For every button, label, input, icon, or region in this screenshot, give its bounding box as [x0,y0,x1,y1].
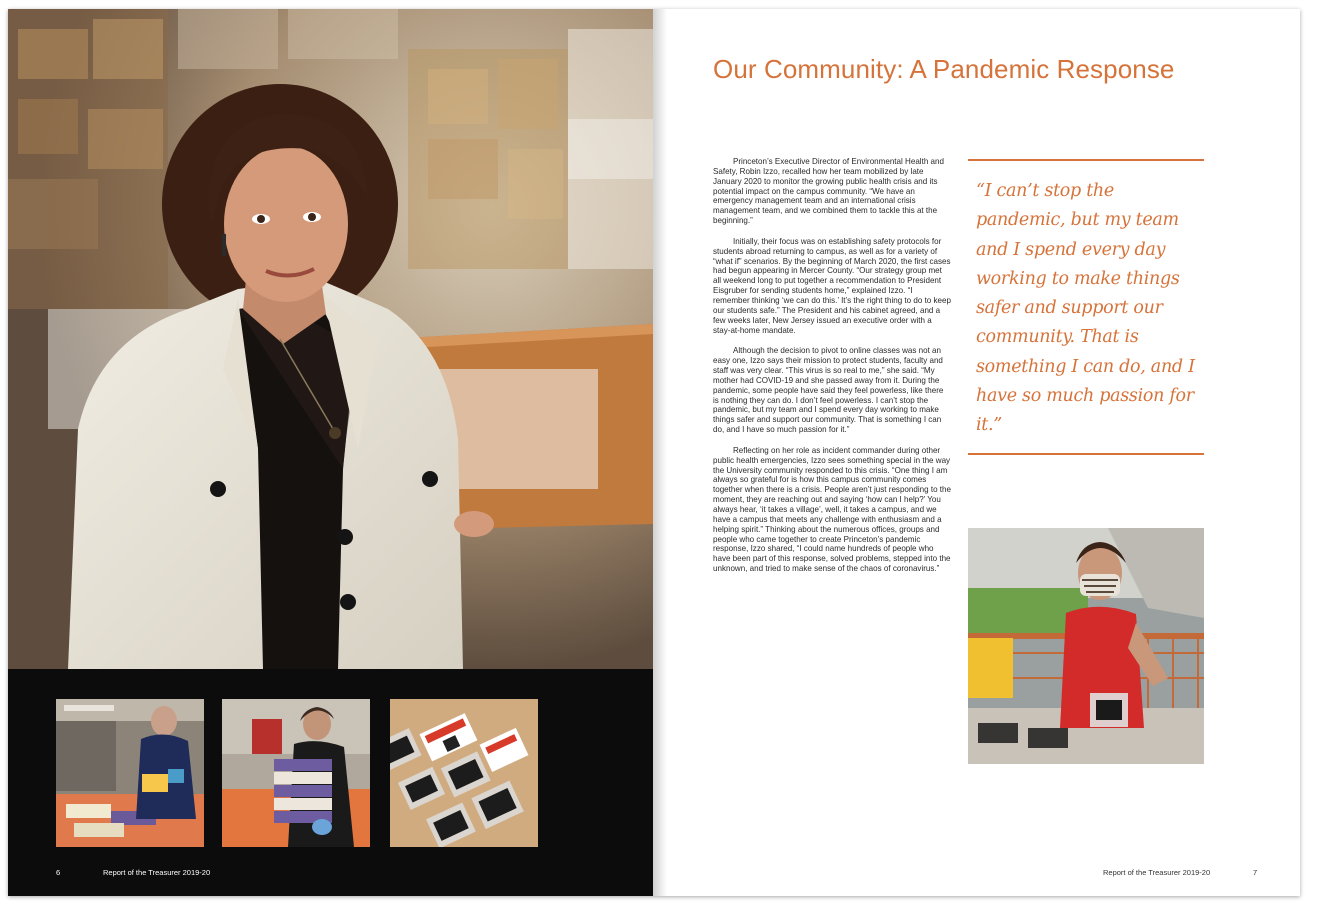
left-page-number: 6 [56,868,61,877]
right-page [653,9,1300,896]
article-paragraph: Initially, their focus was on establishing safety protocols for students abroad returning to campus, as well as for a variety of “what if” scenarios. By the beginning of March 2020, the first cases had begun appearing in Mercer County. “Our strategy group met all weekend long to put together a recommendation to President Eisgruber for sending students home,” explained Izzo. “I remember thinking ‘we can do this.’ It’s the right thing to do to keep our students safe.” The President and his cabinet agreed, and a few weeks later, New Jersey issued an executive order with a stay-at-home mandate. [713,236,951,335]
man-carrying-boxes-illustration [222,699,370,847]
pull-quote-top-rule [968,159,1204,161]
face-masks-packets-illustration [390,699,538,847]
article-paragraph: Princeton’s Executive Director of Environmental Health and Safety, Robin Izzo, recalled how her team mobilized by late January 2020 to monitor the growing public health crisis and its potential impact on the campus community. “We have an emergency management team and an international crisis management team, and we combined them to tackle this at the beginning.” [713,157,944,226]
article-paragraph: Reflecting on her role as incident commander during other public health emergencies, Izzo sees something special in the way the University community responded to this crisis. “One thing I am always so grateful for is how this campus community comes together when there is a crisis. People aren’t just responding to the moment, they are reaching out and saying ‘how can I help?’ You always hear, ‘it takes a village’, well, it takes a campus, and we have a campus that meets any challenge with enthusiasm and a helping spirit.” Thinking about the numerous offices, groups and people who came together to create Princeton’s pandemic response, Izzo shared, “I could name hundreds of people who have been part of this response, solved problems, stepped into the unknown, and tried to make sense of the chaos of coronavirus.” [713,445,951,574]
right-running-footer: Report of the Treasurer 2019-20 [1103,868,1211,877]
right-page-number: 7 [1253,868,1258,877]
left-running-footer: Report of the Treasurer 2019-20 [103,868,211,877]
page-gutter-shadow [653,9,667,896]
hero-portrait-photo [8,9,653,669]
pull-quote-bottom-rule [968,453,1204,455]
pull-quote-box [968,159,1204,455]
article-body [713,157,951,585]
warehouse-portrait-illustration [8,9,653,669]
page-headline: Our Community: A Pandemic Response [713,54,1175,84]
pull-quote-text: “I can’t stop the pandemic, but my team and I spend every day working to make things safer and support our community. That is something I can do, and I have so much passion for it.” [976,181,1195,436]
left-page [8,9,653,896]
man-packing-gloves-illustration [56,699,204,847]
magazine-spread [8,9,1300,896]
thumbnail-man-carrying-boxes [222,699,370,847]
masked-woman-photo [968,528,1204,764]
thumbnail-face-masks [390,699,538,847]
thumbnail-man-packing-gloves [56,699,204,847]
masked-woman-handing-masks-illustration [968,528,1204,764]
article-paragraph: Although the decision to pivot to online classes was not an easy one, Izzo says their mission to protect students, faculty and staff was very clear. “This virus is so real to me,” she said. “My mother had COVID-19 and she passed away from it. During the pandemic, some people have said they feel powerless, like there is nothing they can do. I don’t feel powerless. I can’t stop the pandemic, but my team and I spend every day working to make things safer and support our community. That is something I can do, and I have so much passion for it.” [713,346,944,435]
